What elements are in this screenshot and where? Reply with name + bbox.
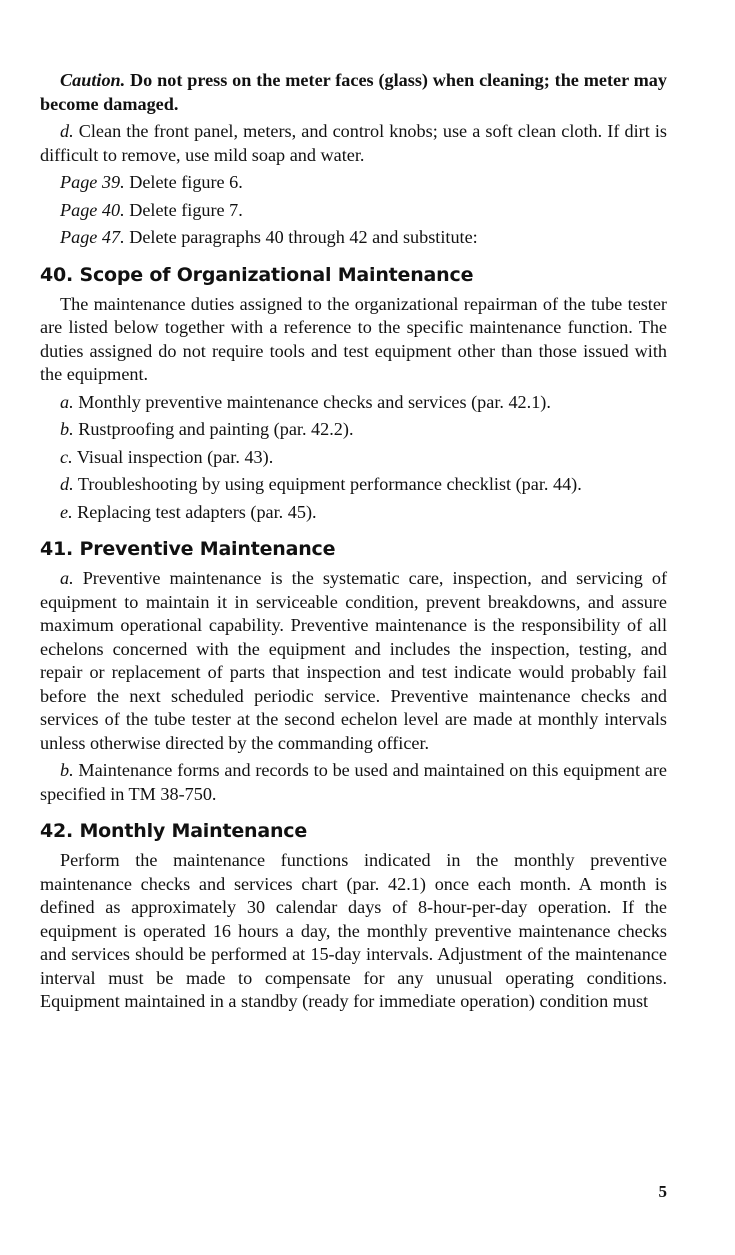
page-ref: Page 40. [60,199,125,220]
list-text: Replacing test adapters (par. 45). [77,501,317,522]
page-ref: Page 47. [60,227,125,247]
paragraph-b [40,759,667,806]
list-label: c. [60,446,73,467]
paragraph-a [40,567,667,755]
paragraph-label: a. [60,568,74,588]
list-item [40,446,667,470]
list-text: Visual inspection (par. 43). [76,446,274,467]
caution-text: Do not press on the meter faces (glass) when cleaning; the meter may become damaged. [40,70,667,114]
list-label: e. [60,501,73,522]
list-label: d. [60,474,74,494]
caution-label: Caution. [60,70,126,90]
list-item [40,418,667,442]
paragraph-label: b. [60,760,74,780]
paragraph-text: Preventive maintenance is the systematic care, inspection, and servicing of equipment to maintain it in serviceable condition, prevent breakdowns, and assure maximum operational capability. Preventive maintenance is the responsibility of all echelons concerned with the equipment and includes the inspection, testing, and repair or replacement of parts that inspection and test indicate would probably fail before the next scheduled periodic service. Preventive maintenance checks and services of the tube tester at the second echelon level are made at monthly intervals unless otherwise directed by the commanding officer. [40,568,668,753]
item-label: d. [60,121,74,141]
caution-note [40,69,667,116]
list-label: a. [60,391,74,412]
clean-instruction [40,120,667,167]
section-heading-40: 40. Scope of Organizational Maintenance [40,263,474,286]
page-number: 5 [658,1182,667,1201]
page-ref: Page 39. [60,172,125,192]
paragraph-text: Maintenance forms and records to be used and maintained on this equipment are specified in TM 38-750. [40,760,668,804]
section-42-text: Perform the maintenance functions indicated in the monthly preventive maintenance checks and services chart (par. 42.1) once each month. A month is defined as approximately 30 calendar days of 8-hour-per-day operation. If the equipment is operated 16 hours a day, the monthly preventive maintenance checks and services should be performed at 15-day intervals. Adjustment of the maintenance interval must be made to compensate for any unusual operating conditions. Equipment maintained in a standby (ready for immediate operation) condition must [40,850,667,1011]
edit-instruction: Delete paragraphs 40 through 42 and substitute: [129,227,478,247]
list-text: Rustproofing and painting (par. 42.2). [78,419,354,439]
page-edit-line [40,171,667,195]
page-edit-line [40,226,667,250]
page-edit-line [40,199,667,223]
edit-instruction: Delete figure 6. [129,172,243,192]
item-text: Clean the front panel, meters, and control knobs; use a soft clean cloth. If dirt is difficult to remove, use mild soap and water. [40,121,667,165]
list-text: Troubleshooting by using equipment performance checklist (par. 44). [77,474,582,494]
list-item [40,501,667,525]
list-item [40,391,667,415]
section-heading-42: 42. Monthly Maintenance [40,820,308,842]
edit-instruction: Delete figure 7. [129,199,243,220]
list-item [40,473,667,497]
list-text: Monthly preventive maintenance checks and services (par. 42.1). [78,391,551,412]
section-40-intro: The maintenance duties assigned to the organizational repairman of the tube tester are listed below together with a reference to the specific maintenance function. The duties assigned do not require tools and test equipment other than those issued with the equipment. [40,293,667,384]
section-heading-41: 41. Preventive Maintenance [40,538,336,560]
list-label: b. [60,419,74,439]
